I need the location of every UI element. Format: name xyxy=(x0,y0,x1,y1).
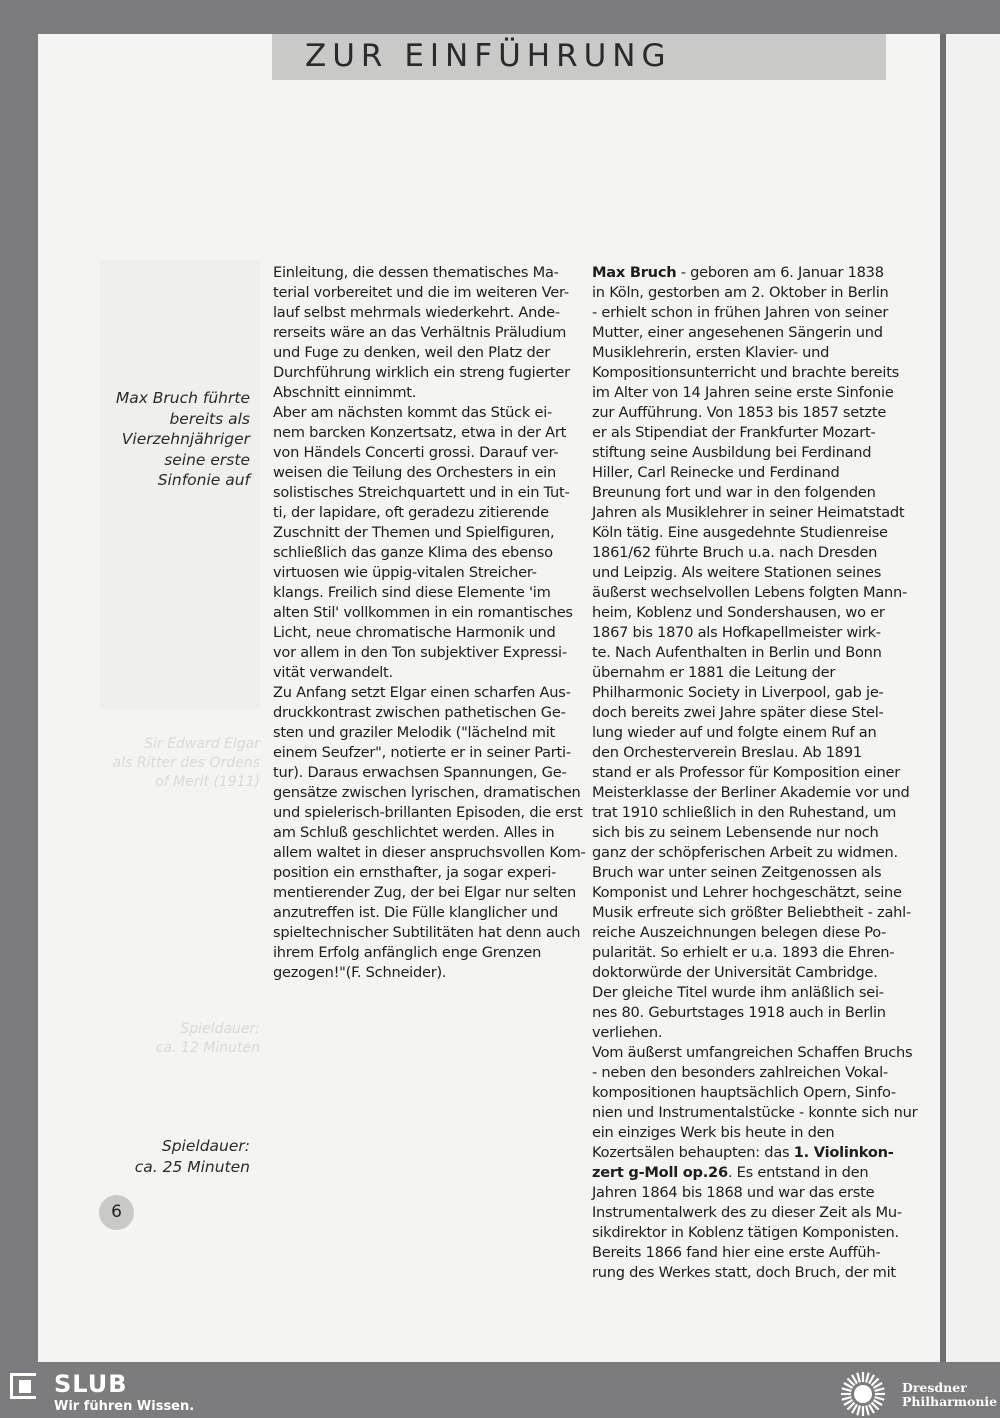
text-line: rung des Werkes statt, doch Bruch, der mit xyxy=(592,1264,896,1281)
text-line: Meisterklasse der Berliner Akademie vor und xyxy=(592,784,910,801)
logo-ray xyxy=(875,1397,885,1400)
text-line: Vom äußerst umfangreichen Schaffen Bruchs xyxy=(592,1044,913,1061)
logo-ray xyxy=(866,1373,869,1383)
text-fragment: - geboren am 6. Januar 1838 xyxy=(676,264,884,281)
text-line: sikdirektor in Koblenz tätigen Komponisten. xyxy=(592,1224,899,1241)
text-line: ihrem Erfolg anfänglich enge Grenzen xyxy=(273,944,542,961)
text-line: nien und Instrumentalstücke - konnte sich nur xyxy=(592,1104,918,1121)
text-line: nes 80. Geburtstages 1918 auch in Berlin xyxy=(592,1004,886,1021)
partner-name-line: Dresdner xyxy=(902,1380,967,1395)
text-line: übernahm er 1881 die Leitung der xyxy=(592,664,836,681)
text-line: Abschnitt einnimmt. xyxy=(273,384,417,401)
text-line: Zuschnitt der Themen und Spielfiguren, xyxy=(273,524,555,541)
text-line: im Alter von 14 Jahren seine erste Sinfonie xyxy=(592,384,894,401)
section-title: ZUR EINFÜHRUNG xyxy=(305,38,672,74)
text-line: von Händels Concerti grossi. Darauf ver- xyxy=(273,444,559,461)
text-line: gezogen!"(F. Schneider). xyxy=(273,964,447,981)
text-line: kompositionen hauptsächlich Opern, Sinfo- xyxy=(592,1084,896,1101)
right-column-body xyxy=(592,283,917,1143)
margin-note-line: Max Bruch führte xyxy=(115,389,250,407)
text-line: einem Seufzer", notierte er in seiner Parti- xyxy=(273,744,571,761)
partner-name xyxy=(902,1381,997,1409)
text-line: vität verwandelt. xyxy=(273,664,393,681)
text-line: Jahren 1864 bis 1868 und war das erste xyxy=(592,1184,875,1201)
text-line xyxy=(592,263,917,283)
logo-ray xyxy=(842,1397,852,1400)
text-line: Köln tätig. Eine ausgedehnte Studienreise xyxy=(592,524,888,541)
text-fragment: Kozertsälen behaupten: das xyxy=(592,1144,794,1161)
text-line: schließlich das ganze Klima des ebenso xyxy=(273,544,553,561)
text-line: Mutter, einer angesehenen Sängerin und xyxy=(592,324,883,341)
logo-ray xyxy=(875,1388,885,1391)
text-line: klangs. Freilich sind diese Elemente 'im xyxy=(273,584,551,601)
text-line: - neben den besonders zahlreichen Vokal- xyxy=(592,1064,888,1081)
text-line: äußerst wechselvollen Lebens folgten Mann- xyxy=(592,584,908,601)
text-line: und Fuge zu denken, weil den Platz der xyxy=(273,344,550,361)
text-line: 1861/62 führte Bruch u.a. nach Dresden xyxy=(592,544,878,561)
logo-ray xyxy=(857,1373,860,1383)
text-line: Hiller, Carl Reinecke und Ferdinand xyxy=(592,464,840,481)
partner-name-line: Philharmonie xyxy=(902,1394,998,1409)
margin-note-line: seine erste xyxy=(164,450,250,469)
text-line: ti, der lapidare, oft geradezu zitierende xyxy=(273,504,549,521)
text-line: Komponist und Lehrer hochgeschätzt, seine xyxy=(592,884,902,901)
text-line: tur). Daraus erwachsen Spannungen, Ge- xyxy=(273,764,567,781)
text-line: und spielerisch-brillanten Episoden, die erst xyxy=(273,804,583,821)
text-line xyxy=(592,1163,917,1183)
margin-note-line: bereits als xyxy=(169,409,250,428)
margin-note-bruch xyxy=(116,388,250,491)
slub-logo-icon xyxy=(10,1373,36,1399)
text-line: lung wieder auf und folgte einem Ruf an xyxy=(592,724,877,741)
text-line: doch bereits zwei Jahre später diese Stel- xyxy=(592,704,884,721)
text-line: stiftung seine Ausbildung bei Ferdinand xyxy=(592,444,872,461)
duration-line: Spieldauer: xyxy=(161,1137,250,1155)
text-line: Philharmonic Society in Liverpool, gab je- xyxy=(592,684,884,701)
text-line: 1867 bis 1870 als Hofkapellmeister wirk- xyxy=(592,624,881,641)
bleed-caption-line: als Ritter des Ordens xyxy=(112,755,260,771)
text-line: Zu Anfang setzt Elgar einen scharfen Aus- xyxy=(273,684,571,701)
text-line: zur Aufführung. Von 1853 bis 1857 setzte xyxy=(592,404,887,421)
bleed-caption-line: of Merit (1911) xyxy=(155,774,260,790)
work-title-cont: zert g-Moll op.26 xyxy=(592,1164,728,1181)
page-number: 6 xyxy=(99,1195,134,1230)
text-line: Instrumentalwerk des zu dieser Zeit als Mu- xyxy=(592,1204,902,1221)
text-line: und Leipzig. Als weitere Stationen seines xyxy=(592,564,882,581)
logo-ray xyxy=(842,1388,852,1391)
text-line: position ein ernsthafter, ja sogar experi- xyxy=(273,864,557,881)
text-line: vor allem in den Ton subjektiver Expressi- xyxy=(273,644,567,661)
text-line: ganz der schöpferischen Arbeit zu widmen. xyxy=(592,844,898,861)
text-line: sten und graziler Melodik ("lächelnd mit xyxy=(273,724,556,741)
text-line: weisen die Teilung des Orchesters in ein xyxy=(273,464,556,481)
text-line: terial vorbereitet und die im weiteren Ver- xyxy=(273,284,569,301)
text-line: - erhielt schon in frühen Jahren von seiner xyxy=(592,304,889,321)
text-line: Aber am nächsten kommt das Stück ei- xyxy=(273,404,553,421)
text-line: reiche Auszeichnungen belegen diese Po- xyxy=(592,924,887,941)
composer-name: Max Bruch xyxy=(592,264,677,281)
text-line: gensätze zwischen lyrischen, dramatischen xyxy=(273,784,581,801)
logo-ray xyxy=(857,1406,860,1416)
bleed-through-caption xyxy=(100,735,260,792)
text-line: spieltechnischer Subtilitäten hat denn auch xyxy=(273,924,581,941)
text-line: am Schluß geschlichtet werden. Alles in xyxy=(273,824,555,841)
text-column-middle xyxy=(273,263,586,983)
text-line: Breunung fort und war in den folgenden xyxy=(592,484,876,501)
margin-note-duration xyxy=(135,1136,250,1177)
text-line: Durchführung wirklich ein streng fugierter xyxy=(273,364,570,381)
duration-line: ca. 25 Minuten xyxy=(134,1157,250,1176)
text-fragment: . Es entstand in den xyxy=(727,1164,869,1181)
text-line: trat 1910 schließlich in den Ruhestand, um xyxy=(592,804,897,821)
text-line: ein einziges Werk bis heute in den xyxy=(592,1124,835,1141)
philharmonie-logo-icon xyxy=(840,1371,886,1417)
text-line: lauf selbst mehrmals wiederkehrt. Ande- xyxy=(273,304,560,321)
text-line: in Köln, gestorben am 2. Oktober in Berlin xyxy=(592,284,889,301)
text-line: Jahren als Musiklehrer in seiner Heimatstadt xyxy=(592,504,905,521)
bleed-duration-line: ca. 12 Minuten xyxy=(155,1040,260,1056)
text-line: virtuosen wie üppig-vitalen Streicher- xyxy=(273,564,537,581)
work-title: 1. Violinkon- xyxy=(793,1144,894,1161)
text-line: alten Stil' vollkommen in ein romantisches xyxy=(273,604,573,621)
text-line: Kompositionsunterricht und brachte bereits xyxy=(592,364,900,381)
text-line xyxy=(592,1143,917,1163)
text-column-right xyxy=(592,263,917,1283)
text-line: solistisches Streichquartett und in ein Tut- xyxy=(273,484,570,501)
text-line: Der gleiche Titel wurde ihm anläßlich sei- xyxy=(592,984,884,1001)
text-line: nem barcken Konzertsatz, etwa in der Art xyxy=(273,424,567,441)
next-page-edge xyxy=(946,34,1000,1362)
logo-ray xyxy=(866,1406,869,1416)
text-line: sich bis zu seinem Lebensende nur noch xyxy=(592,824,879,841)
library-name: SLUB xyxy=(54,1370,128,1398)
text-line: Licht, neue chromatische Harmonik und xyxy=(273,624,556,641)
text-line: druckkontrast zwischen pathetischen Ge- xyxy=(273,704,566,721)
text-line: Einleitung, die dessen thematisches Ma- xyxy=(273,264,559,281)
right-column-tail xyxy=(592,1183,917,1283)
text-line: anzutreffen ist. Die Fülle klanglicher und xyxy=(273,904,558,921)
text-line: rerseits wäre an das Verhältnis Präludium xyxy=(273,324,567,341)
text-line: doktorwürde der Universität Cambridge. xyxy=(592,964,878,981)
text-line: verliehen. xyxy=(592,1024,663,1041)
text-line: den Orchesterverein Breslau. Ab 1891 xyxy=(592,744,862,761)
text-line: Musiklehrerin, ersten Klavier- und xyxy=(592,344,830,361)
text-line: er als Stipendiat der Frankfurter Mozart- xyxy=(592,424,876,441)
text-line: heim, Koblenz und Sondershausen, wo er xyxy=(592,604,885,621)
bleed-duration-line: Spieldauer: xyxy=(180,1021,260,1037)
margin-note-line: Vierzehnjähriger xyxy=(121,430,250,448)
text-line: Bruch war unter seinen Zeitgenossen als xyxy=(592,864,882,881)
text-line: stand er als Professor für Komposition einer xyxy=(592,764,901,781)
bleed-through-duration xyxy=(100,1020,260,1058)
text-line: Bereits 1866 fand hier eine erste Auffüh- xyxy=(592,1244,881,1261)
bleed-caption-line: Sir Edward Elgar xyxy=(144,736,260,752)
text-line: mentierender Zug, der bei Elgar nur selten xyxy=(273,884,576,901)
text-line: pularität. So erhielt er u.a. 1893 die Ehren- xyxy=(592,944,895,961)
margin-note-line: Sinfonie auf xyxy=(157,471,250,489)
text-line: te. Nach Aufenthalten in Berlin und Bonn xyxy=(592,644,882,661)
text-line: Musik erfreute sich größter Beliebtheit - zahl- xyxy=(592,904,911,921)
text-line: allem waltet in dieser anspruchsvollen Kom- xyxy=(273,844,586,861)
library-tagline: Wir führen Wissen. xyxy=(54,1399,195,1414)
